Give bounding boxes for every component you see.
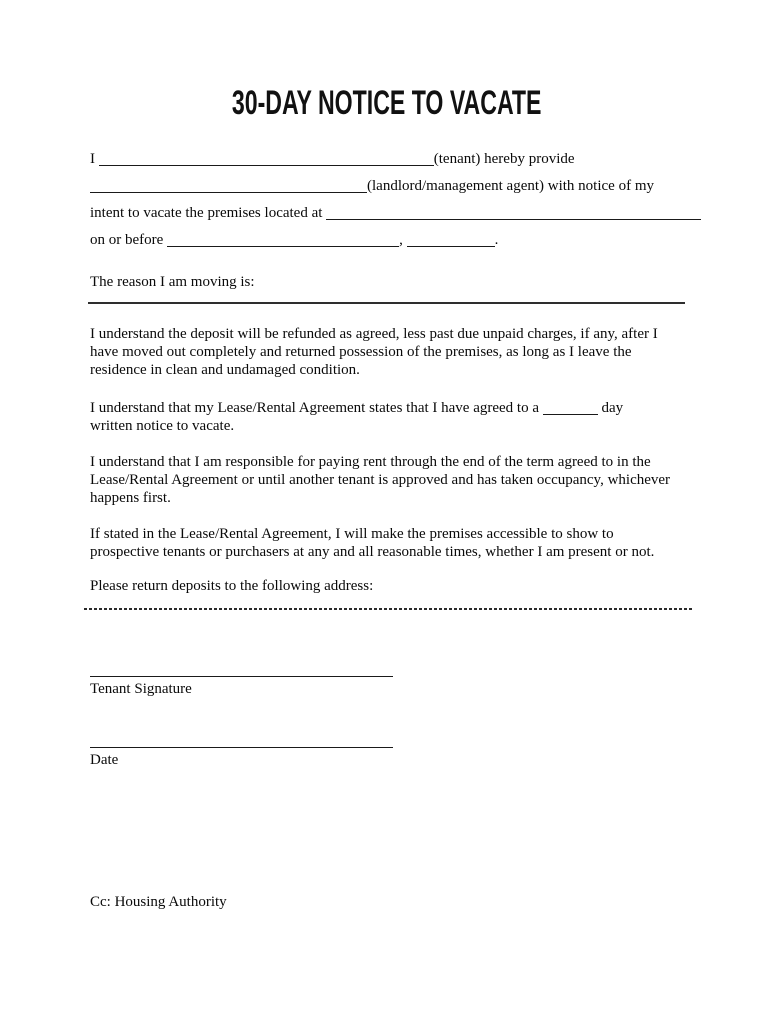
notice-paragraph-line-2: written notice to vacate. — [90, 418, 235, 434]
intro-line-2 — [90, 173, 684, 200]
date-line[interactable] — [90, 747, 393, 748]
document-body — [0, 86, 770, 911]
intro-line-4 — [90, 227, 684, 254]
date-label: Date — [90, 752, 119, 768]
move-out-date-blank[interactable] — [167, 231, 399, 247]
tenant-name-blank[interactable] — [99, 150, 434, 166]
intro-line-1-suffix: (tenant) hereby provide — [433, 151, 575, 167]
intro-line-4-period: . — [494, 232, 499, 248]
reason-write-in-line[interactable] — [88, 302, 685, 304]
premises-address-blank[interactable] — [326, 204, 701, 220]
landlord-name-blank[interactable] — [90, 177, 367, 193]
intro-line-1-prefix: I — [90, 151, 95, 167]
reason-label: The reason I am moving is: — [90, 274, 255, 290]
cc-housing-authority-line: Cc: Housing Authority — [90, 894, 227, 910]
move-out-year-blank[interactable] — [407, 231, 495, 247]
intro-fill-in-block — [90, 146, 684, 254]
premises-access-paragraph: If stated in the Lease/Rental Agreement, I will make the premises accessible to show to prospective tenants or purchasers at any and all reasonable times, whether I am present or not. — [90, 526, 655, 560]
notice-before-blank: I understand that my Lease/Rental Agreement states that I have agreed to a — [90, 400, 539, 416]
intro-line-3-prefix: intent to vacate the premises located at — [90, 205, 323, 221]
return-deposits-label: Please return deposits to the following address: — [90, 578, 374, 594]
tenant-signature-line[interactable] — [90, 676, 393, 677]
deposit-address-write-in-line[interactable] — [84, 608, 692, 610]
tenant-signature-label: Tenant Signature — [90, 681, 192, 697]
intro-line-2-suffix: (landlord/management agent) with notice of my — [367, 178, 654, 194]
rent-responsibility-paragraph: I understand that I am responsible for paying rent through the end of the term agreed to in the Lease/Rental Agreement or until another tenant is approved and has taken occupancy, whichever happens first. — [90, 454, 671, 506]
intro-line-4-comma: , — [399, 232, 403, 248]
notice-paragraph-line-1 — [90, 399, 684, 417]
intro-line-3 — [90, 200, 684, 227]
intro-line-4-prefix: on or before — [90, 232, 164, 248]
deposit-paragraph: I understand the deposit will be refunded as agreed, less past due unpaid charges, if any, after I have moved out completely and returned possession of the premises, as long as I leave the residence in clean and undamaged condition. — [90, 326, 658, 378]
notice-after-blank: day — [601, 400, 624, 416]
notice-days-blank[interactable] — [543, 399, 598, 415]
page-title: 30-DAY NOTICE TO VACATE — [232, 84, 542, 122]
notice-period-paragraph — [90, 399, 684, 435]
intro-line-1 — [90, 146, 684, 173]
